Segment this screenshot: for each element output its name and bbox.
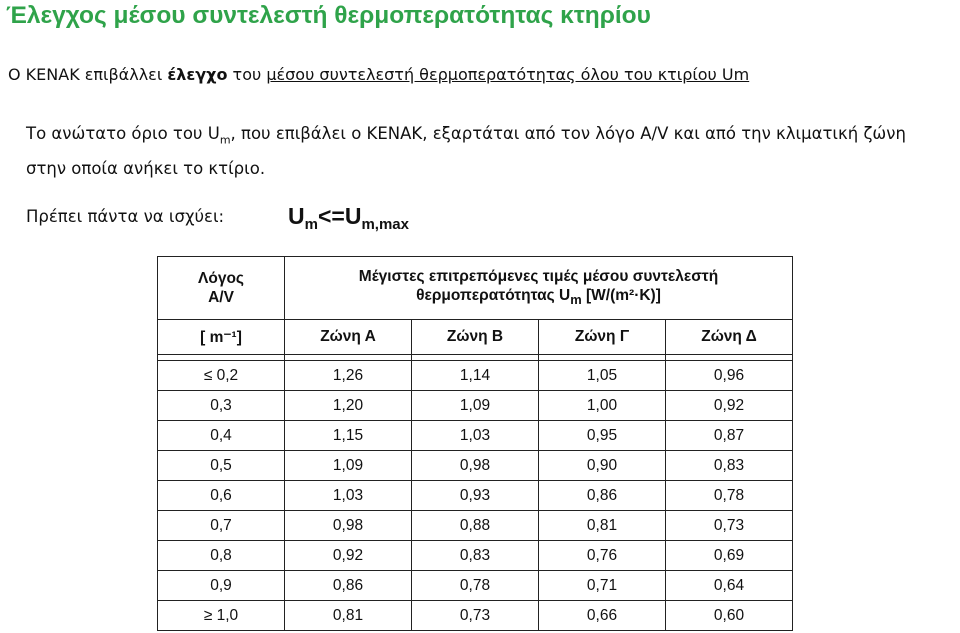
- table-cell: 0,92: [666, 391, 793, 421]
- table-row: [158, 481, 793, 511]
- table-row: [158, 541, 793, 571]
- ratio-header: [158, 257, 285, 320]
- table-cell: 0,7: [158, 511, 285, 541]
- table-cell: 0,6: [158, 481, 285, 511]
- table-cell: 0,66: [539, 601, 666, 631]
- ratio-unit: [ m⁻¹]: [158, 320, 285, 355]
- table-cell: 1,05: [539, 361, 666, 391]
- table-cell: 0,88: [412, 511, 539, 541]
- table-cell: 0,78: [666, 481, 793, 511]
- zone-header: Ζώνη Γ: [539, 320, 666, 355]
- description-paragraph: [26, 119, 926, 183]
- formula-sub-2: m,max: [361, 216, 409, 233]
- ratio-header-line1: Λόγος: [198, 270, 244, 287]
- table-cell: 0,92: [285, 541, 412, 571]
- para-before: Το ανώτατο όριο του U: [26, 124, 220, 143]
- formula-sub-1: m: [304, 216, 318, 233]
- main-header-unit: [W/(m²·K)]: [581, 286, 661, 304]
- main-header-sub: m: [570, 292, 582, 308]
- table-cell: 0,4: [158, 421, 285, 451]
- table-row: [158, 511, 793, 541]
- table-cell: 0,73: [412, 601, 539, 631]
- table-row: [158, 571, 793, 601]
- table-cell: 0,87: [666, 421, 793, 451]
- table-cell: 0,5: [158, 451, 285, 481]
- table-cell: 0,73: [666, 511, 793, 541]
- table-cell: 0,71: [539, 571, 666, 601]
- table-cell: 1,09: [285, 451, 412, 481]
- table-cell: 0,86: [539, 481, 666, 511]
- zone-header: Ζώνη Β: [412, 320, 539, 355]
- table-cell: 0,3: [158, 391, 285, 421]
- table-row: [158, 421, 793, 451]
- table-cell: 0,98: [412, 451, 539, 481]
- table-cell: 0,83: [412, 541, 539, 571]
- table-cell: 0,81: [285, 601, 412, 631]
- intro-text-2: του: [227, 65, 267, 84]
- table-cell: 0,64: [666, 571, 793, 601]
- table-cell: 1,03: [285, 481, 412, 511]
- formula-op: <=U: [317, 203, 362, 229]
- requirement-formula: [288, 203, 409, 233]
- table-cell: 1,15: [285, 421, 412, 451]
- table-row: [158, 361, 793, 391]
- table-cell: 1,09: [412, 391, 539, 421]
- table-cell: 0,90: [539, 451, 666, 481]
- table-cell: 0,98: [285, 511, 412, 541]
- main-header: [285, 257, 793, 320]
- table-cell: 0,9: [158, 571, 285, 601]
- table-cell: 0,76: [539, 541, 666, 571]
- table-cell: 0,86: [285, 571, 412, 601]
- main-header-line2: θερμοπερατότητας U: [416, 286, 571, 304]
- table-cell: 1,14: [412, 361, 539, 391]
- table-cell: 0,60: [666, 601, 793, 631]
- table-cell: 0,8: [158, 541, 285, 571]
- table-cell: 1,00: [539, 391, 666, 421]
- table-cell: 1,20: [285, 391, 412, 421]
- table-cell: 1,03: [412, 421, 539, 451]
- table-cell: 0,81: [539, 511, 666, 541]
- intro-underlined: μέσου συντελεστή θερμοπερατότητας όλου του κτιρίου Um: [266, 65, 750, 84]
- ratio-header-line2: A/V: [208, 289, 234, 306]
- requirement-label: Πρέπει πάντα να ισχύει:: [26, 207, 225, 226]
- table-cell: 0,93: [412, 481, 539, 511]
- para-after: , που επιβάλει ο ΚΕΝΑΚ, εξαρτάται από τον λόγο Α/V και από την κλιματική ζώνη στην οποία ανήκει το κτίριο.: [26, 124, 906, 179]
- table-row: [158, 451, 793, 481]
- table-cell: 0,96: [666, 361, 793, 391]
- page-title: Έλεγχος μέσου συντελεστή θερμοπερατότητας κτηρίου: [6, 2, 651, 29]
- table-cell: 0,83: [666, 451, 793, 481]
- main-header-line1: Μέγιστες επιτρεπόμενες τιμές μέσου συντελεστή: [358, 267, 719, 285]
- table-row: [158, 391, 793, 421]
- intro-line: [8, 65, 749, 84]
- um-limits-table: [157, 256, 793, 631]
- table-cell: ≥ 1,0: [158, 601, 285, 631]
- intro-bold-word: έλεγχο: [167, 65, 228, 84]
- zone-header: Ζώνη Δ: [666, 320, 793, 355]
- table-row: [158, 601, 793, 631]
- zone-header: Ζώνη Α: [285, 320, 412, 355]
- table-cell: 0,95: [539, 421, 666, 451]
- table-cell: 1,26: [285, 361, 412, 391]
- intro-text-1: Ο ΚΕΝΑΚ επιβάλλει: [8, 65, 168, 84]
- table-cell: 0,69: [666, 541, 793, 571]
- para-sub: m: [219, 133, 231, 147]
- formula-u: U: [288, 203, 305, 229]
- table-cell: ≤ 0,2: [158, 361, 285, 391]
- table-cell: 0,78: [412, 571, 539, 601]
